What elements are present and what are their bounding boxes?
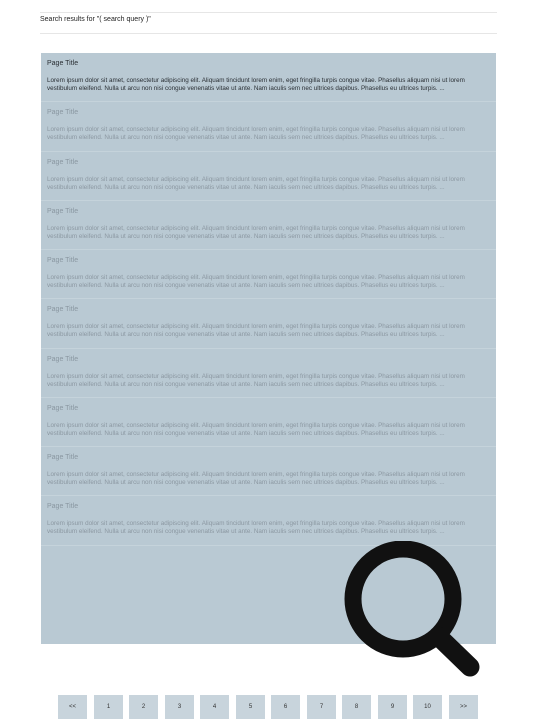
search-result-item[interactable]: [41, 250, 496, 299]
result-snippet: Lorem ipsum dolor sit amet, consectetur adipiscing elit. Aliquam tincidunt lorem enim, eget fringilla turpis congue vitae. Phasellus aliquam nisi ut lorem vestibulum eleifend. Nulla ut arcu non nisi congue venenatis vitae ut ante. Nam iaculis sem nec ultrices dapibus. Phasellus eu ultrices turpis. ...: [47, 520, 465, 536]
search-results-text: Search results for "( search query )": [40, 16, 151, 23]
result-title[interactable]: Page Title: [47, 306, 79, 314]
pagination-page-5-button[interactable]: 5: [236, 695, 265, 719]
pagination-next-button[interactable]: >>: [449, 695, 478, 719]
search-result-item[interactable]: [41, 496, 496, 545]
result-snippet: Lorem ipsum dolor sit amet, consectetur adipiscing elit. Aliquam tincidunt lorem enim, eget fringilla turpis congue vitae. Phasellus aliquam nisi ut lorem vestibulum eleifend. Nulla ut arcu non nisi congue venenatis vitae ut ante. Nam iaculis sem nec ultrices dapibus. Phasellus eu ultrices turpis. ...: [47, 323, 465, 339]
result-snippet: Lorem ipsum dolor sit amet, consectetur adipiscing elit. Aliquam tincidunt lorem enim, eget fringilla turpis congue vitae. Phasellus aliquam nisi ut lorem vestibulum eleifend. Nulla ut arcu non nisi congue venenatis vitae ut ante. Nam iaculis sem nec ultrices dapibus. Phasellus eu ultrices turpis. ...: [47, 421, 465, 437]
result-snippet: Lorem ipsum dolor sit amet, consectetur adipiscing elit. Aliquam tincidunt lorem enim, eget fringilla turpis congue vitae. Phasellus aliquam nisi ut lorem vestibulum eleifend. Nulla ut arcu non nisi congue venenatis vitae ut ante. Nam iaculis sem nec ultrices dapibus. Phasellus eu ultrices turpis. ...: [47, 274, 465, 289]
result-snippet: Lorem ipsum dolor sit amet, consectetur adipiscing elit. Aliquam tincidunt lorem enim, eget fringilla turpis congue vitae. Phasellus aliquam nisi ut lorem vestibulum eleifend. Nulla ut arcu non nisi congue venenatis vitae ut ante. Nam iaculis sem nec ultrices dapibus. Phasellus eu ultrices turpis. ...: [47, 175, 465, 191]
pagination-first-button[interactable]: <<: [58, 695, 87, 719]
result-title[interactable]: Page Title: [47, 503, 79, 511]
result-title[interactable]: Page Title: [47, 109, 79, 117]
search-result-item[interactable]: [41, 152, 496, 201]
result-title[interactable]: Page Title: [47, 454, 79, 461]
search-result-item[interactable]: [41, 349, 496, 398]
search-results-header: [40, 12, 497, 34]
pagination-page-1-button[interactable]: 1: [94, 695, 123, 719]
result-title[interactable]: Page Title: [47, 60, 79, 67]
result-title[interactable]: Page Title: [47, 404, 79, 412]
pagination-page-4-button[interactable]: 4: [200, 695, 229, 719]
result-title[interactable]: Page Title: [47, 207, 79, 215]
search-result-item[interactable]: [41, 102, 496, 151]
pagination-page-7-button[interactable]: 7: [307, 695, 336, 719]
result-title[interactable]: Page Title: [47, 257, 79, 264]
result-snippet: Lorem ipsum dolor sit amet, consectetur adipiscing elit. Aliquam tincidunt lorem enim, eget fringilla turpis congue vitae. Phasellus aliquam nisi ut lorem vestibulum eleifend. Nulla ut arcu non nisi congue venenatis vitae ut ante. Nam iaculis sem nec ultrices dapibus. Phasellus eu ultrices turpis. ...: [47, 77, 465, 92]
result-title[interactable]: Page Title: [47, 158, 79, 166]
result-title[interactable]: Page Title: [47, 355, 79, 363]
pagination-page-10-button[interactable]: 10: [413, 695, 442, 719]
search-result-item[interactable]: [41, 201, 496, 250]
pagination: [58, 695, 481, 719]
search-result-item[interactable]: [41, 447, 496, 496]
result-snippet: Lorem ipsum dolor sit amet, consectetur adipiscing elit. Aliquam tincidunt lorem enim, eget fringilla turpis congue vitae. Phasellus aliquam nisi ut lorem vestibulum eleifend. Nulla ut arcu non nisi congue venenatis vitae ut ante. Nam iaculis sem nec ultrices dapibus. Phasellus eu ultrices turpis. ...: [47, 224, 465, 240]
result-snippet: Lorem ipsum dolor sit amet, consectetur adipiscing elit. Aliquam tincidunt lorem enim, eget fringilla turpis congue vitae. Phasellus aliquam nisi ut lorem vestibulum eleifend. Nulla ut arcu non nisi congue venenatis vitae ut ante. Nam iaculis sem nec ultrices dapibus. Phasellus eu ultrices turpis. ...: [47, 372, 465, 388]
magnifier-icon: [344, 541, 490, 679]
pagination-page-9-button[interactable]: 9: [378, 695, 407, 719]
pagination-page-8-button[interactable]: 8: [342, 695, 371, 719]
search-result-item[interactable]: [41, 299, 496, 348]
result-snippet: Lorem ipsum dolor sit amet, consectetur adipiscing elit. Aliquam tincidunt lorem enim, eget fringilla turpis congue vitae. Phasellus aliquam nisi ut lorem vestibulum eleifend. Nulla ut arcu non nisi congue venenatis vitae ut ante. Nam iaculis sem nec ultrices dapibus. Phasellus eu ultrices turpis. ...: [47, 126, 465, 142]
search-result-item[interactable]: [41, 53, 496, 102]
pagination-page-3-button[interactable]: 3: [165, 695, 194, 719]
result-snippet: Lorem ipsum dolor sit amet, consectetur adipiscing elit. Aliquam tincidunt lorem enim, eget fringilla turpis congue vitae. Phasellus aliquam nisi ut lorem vestibulum eleifend. Nulla ut arcu non nisi congue venenatis vitae ut ante. Nam iaculis sem nec ultrices dapibus. Phasellus eu ultrices turpis. ...: [47, 471, 465, 486]
pagination-page-2-button[interactable]: 2: [129, 695, 158, 719]
search-result-item[interactable]: [41, 398, 496, 447]
pagination-page-6-button[interactable]: 6: [271, 695, 300, 719]
